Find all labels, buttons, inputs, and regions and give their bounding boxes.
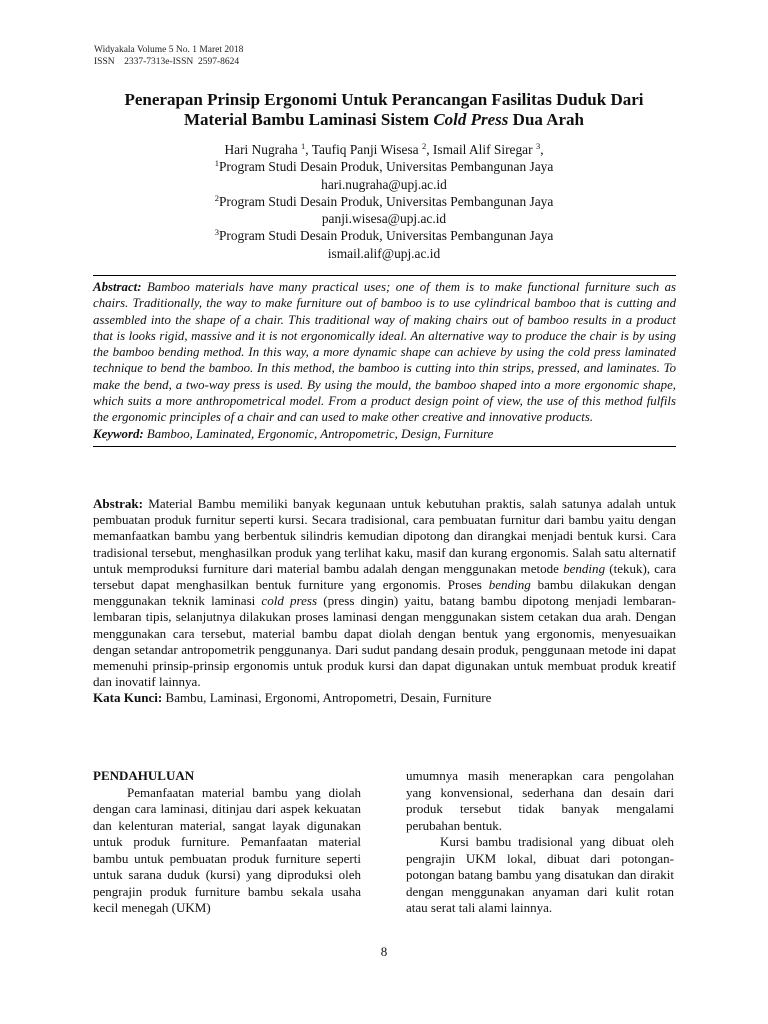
section-heading: PENDAHULUAN: [93, 768, 195, 783]
author-3-mark: 3: [535, 141, 541, 151]
author-list-end: ,: [540, 142, 544, 157]
author-2: , Taufiq Panji Wisesa: [305, 142, 422, 157]
right-paragraph-1: umumnya masih menerapkan cara pengolahan yang konvensional, sederhana dan desain dari produk tersebut tidak banyak mengalami perubahan bentuk.: [406, 768, 674, 833]
title-line-2: [60, 110, 708, 130]
author-block: [94, 141, 674, 262]
affiliation-1-mark: 1: [214, 158, 219, 169]
title-line-1: Penerapan Prinsip Ergonomi Untuk Perancangan Fasilitas Duduk Dari: [124, 90, 644, 109]
left-paragraph: Pemanfaatan material bambu yang diolah dengan cara laminasi, ditinjau dari aspek kekuatan dan kelenturan material, sangat layak digunakan untuk produk furniture. Pemanfaatan material bambu untuk pembuatan produk furniture seperti untuk sarana duduk (kursi) yang diproduksi oleh pengrajin produk furniture bambu sekala usaha kecil menegah (UKM): [93, 784, 361, 915]
english-abstract-text: Bamboo materials have many practical uses; one of them is to make functional furniture such as chairs. Traditionally, the way to make furniture out of bamboo is to use cylindrical bamboo that is cutting and assembled into the shape of a chair. This traditional way of making chairs out of bamboo results in a product that is looks rigid, massive and it is not ergonomically ideal. An alternative way to produce the chair is by using the bamboo bending method. In this way, a more dynamic shape can achieve by using the cold press laminated technique to bend the bamboo. In this method, the bamboo is cutting into thin strips, pressed, and laminates. To make the bend, a two-way press is used. By using the mould, the bamboo shaped into a more ergonomic shape, which suits a more anthropometrical model. From a product design point of view, the use of this method fulfils the ergonomic principles of a chair and can used to make other creative and innovative products.: [93, 280, 676, 425]
title-italic-term: Cold Press: [433, 110, 509, 129]
affiliation-1: [94, 158, 674, 175]
affiliation-2-text: Program Studi Desain Produk, Universitas Pembangunan Jaya: [218, 193, 554, 209]
body-right-column: [406, 768, 674, 917]
email-2: panji.wisesa@upj.ac.id: [321, 211, 447, 227]
indonesian-abstract-italic-1: bending: [563, 560, 606, 576]
indonesian-keywords-label: Kata Kunci:: [93, 690, 163, 706]
right-paragraph-2: Kursi bambu tradisional yang dibuat oleh pengrajin UKM lokal, dibuat dari potongan-potongan batang bambu yang disatukan dan dirakit dengan menggunakan anyaman dari kulit rotan atau serat tali alami lainnya.: [406, 834, 674, 915]
indonesian-abstract: [93, 496, 676, 707]
indonesian-abstract-italic-3: cold press: [261, 593, 318, 609]
indonesian-abstract-body: [93, 496, 676, 690]
english-abstract-label: Abstract:: [93, 280, 142, 294]
journal-volume-line: Widyakala Volume 5 No. 1 Maret 2018: [94, 45, 244, 55]
indonesian-keywords-text: Bambu, Laminasi, Ergonomi, Antropometri, Desain, Furniture: [162, 690, 492, 706]
author-names: [94, 141, 674, 158]
english-abstract-body: [93, 279, 676, 426]
indonesian-abstract-text-2: (tekuk), cara tersebut dapat menghasilkan bentuk furniture yang ergonomis. Proses: [93, 560, 676, 593]
indonesian-abstract-label: Abstrak:: [93, 496, 144, 511]
page-number: 8: [380, 944, 388, 959]
indonesian-keywords: [93, 690, 676, 706]
author-1-mark: 1: [301, 141, 306, 151]
author-3: , Ismail Alif Siregar: [426, 142, 536, 157]
affiliation-3-mark: 3: [214, 227, 219, 238]
english-abstract: [93, 275, 676, 447]
issn-line: ISSN 2337-7313e-ISSN 2597-8624: [94, 57, 240, 67]
indonesian-abstract-italic-2: bending: [488, 577, 531, 593]
affiliation-2-mark: 2: [214, 192, 219, 203]
body-left-column: [93, 768, 361, 917]
indonesian-abstract-text-1: Material Bambu memiliki banyak kegunaan untuk kebutuhan praktis, salah satunya adalah untuk pembuatan produk furnitur seperti kursi. Secara tradisional, cara pembuatan furnitur dari bambu yaitu dengan memanfaatkan bambu yang berbentuk silindris kemudian dipotong dan dirangkai menjadi bentuk kursi. Cara tradisional tersebut, menghasilkan produk yang terlihat kaku, masif dan kurang ergonomis. Salah satu alternatif untuk memproduksi furniture dari material bambu adalah dengan menggunakan metode: [93, 496, 676, 576]
title-line-2-end: Dua Arah: [508, 110, 584, 129]
journal-header: [94, 44, 243, 68]
indonesian-abstract-text-4: (press dingin) yaitu, batang bambu dipotong menjadi lembaran-lembaran tipis, selanjutnya dilakukan proses laminasi dengan menggunakan sistem cetakan dua arah. Dengan menggunakan cara tersebut, material bambu dapat diolah dengan bentuk yang ergonomis, menyesuaikan dengan setandar antropometrik penggunanya. Dari sudut pandang desain produk, penggunaan metode ini dapat memenuhi prinsip-prinsip ergonomis untuk produk kursi dan dapat digunakan untuk membuat produk kreatif dan inovatif lainnya.: [93, 593, 676, 690]
email-3: ismail.alif@upj.ac.id: [327, 245, 441, 261]
paper-title: [60, 90, 708, 130]
english-keywords-text: Bamboo, Laminated, Ergonomic, Antropometric, Design, Furniture: [143, 426, 494, 441]
author-2-mark: 2: [421, 141, 427, 151]
english-keywords: [93, 426, 676, 442]
email-1: hari.nugraha@upj.ac.id: [321, 176, 447, 192]
affiliation-2: [94, 193, 674, 210]
author-1: Hari Nugraha: [224, 142, 302, 157]
affiliation-3-text: Program Studi Desain Produk, Universitas Pembangunan Jaya: [218, 228, 554, 244]
title-line-2-start: Material Bambu Laminasi Sistem: [183, 110, 434, 129]
affiliation-1-text: Program Studi Desain Produk, Universitas Pembangunan Jaya: [218, 159, 554, 175]
english-keywords-label: Keyword:: [93, 426, 144, 441]
indonesian-abstract-text-3: bambu dilakukan dengan menggunakan teknik laminasi: [93, 577, 677, 609]
affiliation-3: [94, 227, 674, 244]
